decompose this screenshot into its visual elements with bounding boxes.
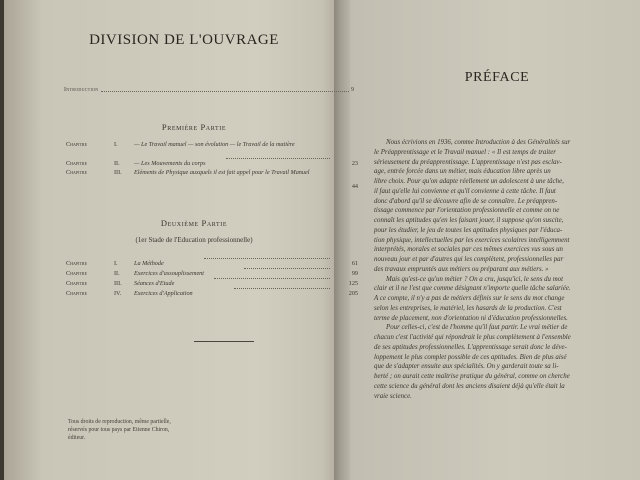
chapter-page: 99 (351, 270, 358, 277)
chapter-page: 44 (351, 183, 358, 190)
chapter-title: — Le Travail manuel — son évolution — le Travail de la matière (134, 141, 295, 148)
chapter-number: I. (114, 141, 118, 148)
dot-leader (234, 288, 330, 289)
preface-line: Pour celles-ci, c'est de l'homme qu'il faut partir. Le vrai métier de (386, 324, 568, 332)
preface-line: A ce compte, il n'y a pas de métiers définis sur le sens du mot change (374, 295, 565, 302)
preface-line: Nous écrivions en 1936, comme Introduction à des Généralités sur (386, 139, 571, 146)
toc-introduction-page: 9 (351, 87, 354, 93)
dot-leader (226, 158, 330, 159)
chapter-page: 125 (348, 280, 358, 287)
part1-heading: Première Partie (161, 122, 227, 132)
rights-line: éditeur. (68, 435, 86, 441)
rights-line: réservés pour tous pays par Etienne Chiron, (68, 427, 170, 433)
book-spread (4, 0, 640, 480)
chapter-number: III. (114, 280, 122, 287)
preface-line: le Préapprentissage et le Travail manuel : « Il est temps de traiter (374, 148, 556, 156)
preface-line: il faut qu'elle lui convienne et qu'il convienne à cette tâche. Il faut (374, 187, 556, 195)
chapter-label: Chapitre (66, 290, 88, 297)
preface-line: libre choix. Pour qu'on adapte réellement un adolescent à une tâche, (374, 178, 564, 185)
preface-line: interprétés, morales et sociales par ces mêmes exercices vus sous un (374, 246, 564, 254)
left-page (34, 0, 358, 480)
chapter-page: 61 (351, 260, 358, 267)
preface-line: age, entrée forcée dans un métier, mais éducation libre après un (374, 168, 551, 176)
chapter-label: Chapitre (66, 169, 88, 176)
preface-line: que de s'adapter ensuite aux spécialités. On y garderait toute sa li- (374, 363, 559, 371)
chapter-page: 23 (351, 160, 358, 167)
preface-line: berté ; on aurait cette maîtrise pratique du général, comme on cherche (374, 373, 570, 380)
preface-line: pour les étudier, le jeu de toutes les aptitudes physiques par l'éduca- (374, 226, 563, 234)
dot-leader (214, 278, 330, 279)
preface-line: cette science du général dont les anciens disaient déjà qu'elle était la (374, 382, 565, 390)
preface-line: connaît les aptitudes qu'en les faisant jouer, il suppose qu'on suscite, (374, 217, 564, 224)
chapter-label: Chapitre (66, 160, 88, 167)
chapter-label: Chapitre (66, 280, 88, 287)
chapter-page: 205 (348, 290, 358, 297)
preface-line: loppement le plus complet possible de ces aptitudes. Bien de plus aisé (374, 353, 567, 361)
rights-line: Tous droits de reproduction, même partielle, (68, 419, 171, 425)
preface-line: chacun c'est l'activité qui répondrait le plus complètement à l'ensemble (374, 334, 571, 341)
preface-line: vraie science. (374, 392, 412, 400)
chapter-title: Séances d'Etude (134, 280, 175, 287)
chapter-number: II. (114, 270, 120, 277)
preface-line: tion physique, intellectuelles par les exercices scolaires intelligemment (374, 236, 570, 244)
preface-line: selon les entreprises, le matériel, les hasards de la production. C'est (374, 304, 562, 312)
separator-rule (194, 341, 254, 342)
chapter-label: Chapitre (66, 141, 88, 148)
chapter-label: Chapitre (66, 260, 88, 267)
chapter-title: — Les Mouvements du corps (134, 160, 206, 167)
dot-leader (204, 258, 330, 259)
dot-leader (244, 268, 330, 269)
preface-line: de ses aptitudes professionnelles. L'apprentissage serait donc le déve- (374, 343, 567, 351)
preface-line: des travaux empruntés aux métiers ou préparant aux métiers. » (374, 265, 549, 273)
toc-introduction-label: Introduction (64, 87, 99, 93)
chapter-number: III. (114, 169, 122, 176)
preface-line: sérieusement du préapprentissage. L'apprentissage n'est pas esclav- (374, 158, 562, 166)
preface-line: terme de placement, non d'orientation ni d'éducation professionnelles. (374, 314, 568, 322)
chapter-title: La Méthode (134, 260, 164, 267)
rights-notice (68, 418, 248, 442)
chapter-label: Chapitre (66, 270, 88, 277)
division-title: DIVISION DE L'OUVRAGE (89, 32, 279, 48)
preface-line: donc d'abord qu'il se découvre afin de se connaître. Le préappren- (374, 197, 558, 205)
chapter-title: Eléments de Physique auxquels il est fait appel pour le Travail Manuel (134, 169, 310, 176)
preface-title: PRÉFACE (464, 70, 530, 85)
preface-line: nouveau jour et par d'autres qui les complètent, professionnelles par (374, 256, 564, 263)
chapter-title: Exercices d'assouplissement (134, 270, 204, 277)
toc-introduction (64, 87, 354, 93)
preface-line: Mais qu'est-ce qu'un métier ? On a cru, jusqu'ici, le sens du mot (386, 275, 564, 283)
preface-line: tissage commence par l'orientation professionnelle et comme on ne (374, 207, 560, 215)
chapter-number: IV. (114, 290, 122, 297)
chapter-number: II. (114, 160, 120, 167)
dot-leader (101, 91, 350, 92)
chapter-title: Exercices d'Application (134, 290, 193, 297)
preface-line: clair et il ne l'est que comme désignant n'importe quelle tâche salariée. (374, 285, 571, 293)
right-page (356, 0, 638, 480)
preface-body (374, 138, 632, 401)
part2-subheading: (1er Stade de l'Education professionnelle) (135, 236, 253, 244)
chapter-number: I. (114, 260, 118, 267)
part2-heading: Deuxième Partie (160, 218, 228, 228)
